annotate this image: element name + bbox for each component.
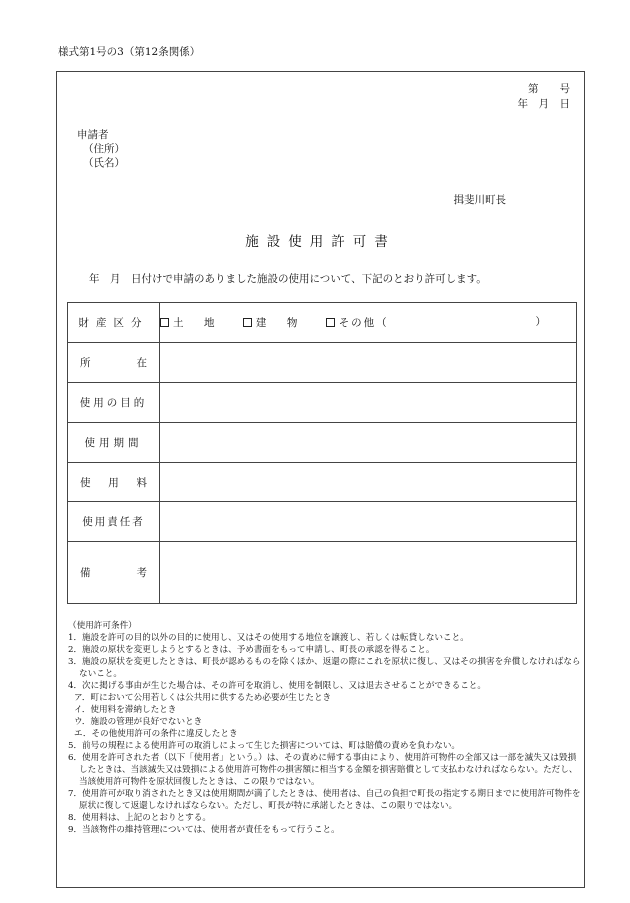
option-building[interactable]: 建 物 <box>243 317 303 329</box>
applicant-address-label: （住所） <box>83 143 125 155</box>
condition-item: 6．使用を許可された者（以下「使用者」という。）は、その責めに帰する事由により、使用許可物件の全部又は一部を滅失又は毀損したときは、当該滅失又は毀損による使用許可物件の損害額に相当する金額を損害賠償として支払わなければならない。ただし、当該使用許可物件を原状回復したときは、この限りではない。 <box>68 753 578 787</box>
document-number-block <box>518 82 571 112</box>
table-row-period <box>68 423 577 463</box>
condition-sub-item: ア．町において公用若しくは公共用に供するため必要が生じたとき <box>74 693 332 703</box>
checkbox-other[interactable] <box>326 318 335 327</box>
applicant-heading: 申請者 <box>77 129 109 141</box>
option-other[interactable]: その他（ <box>326 317 389 329</box>
period-value[interactable] <box>160 423 577 463</box>
table-row-purpose <box>68 383 577 423</box>
remarks-label: 備 考 <box>68 542 160 604</box>
condition-item: 8．使用料は、上記のとおりとする。 <box>68 813 211 823</box>
period-label: 使用期間 <box>68 423 160 463</box>
purpose-label: 使用の目的 <box>68 383 160 423</box>
condition-sub-item: イ．使用料を滞納したとき <box>74 705 177 715</box>
property-type-options <box>160 303 577 343</box>
location-label: 所 在 <box>68 343 160 383</box>
table-row-remarks <box>68 542 577 604</box>
condition-item: 7．使用許可が取り消されたとき又は使用期間が満了したときは、使用者は、自己の負担で町長の指定する期日までに使用許可物件を原状に復して返還しなければならない。ただし、町長が特に承諾したときは、この限りではない。 <box>68 789 581 811</box>
location-value[interactable] <box>160 343 577 383</box>
option-other-close: ） <box>535 316 546 328</box>
intro-sentence: 年 月 日付けで申請のありました施設の使用について、下記のとおり許可します。 <box>89 273 487 285</box>
responsible-label: 使用責任者 <box>68 502 160 542</box>
table-row-fee <box>68 463 577 502</box>
condition-item: 4．次に掲げる事由が生じた場合は、その許可を取消し、使用を制限し、又は退去させることができること。 <box>68 681 486 691</box>
permit-form-frame <box>56 71 585 888</box>
condition-sub-item: ウ．施設の管理が良好でないとき <box>74 717 203 727</box>
table-row-property-type <box>68 303 577 343</box>
responsible-value[interactable] <box>160 502 577 542</box>
applicant-block <box>77 128 125 170</box>
fee-value[interactable] <box>160 463 577 502</box>
remarks-value[interactable] <box>160 542 577 604</box>
form-number-label: 様式第1号の3（第12条関係） <box>58 46 201 58</box>
condition-item: 9．当該物件の維持管理については、使用者が責任をもって行うこと。 <box>68 825 340 835</box>
purpose-value[interactable] <box>160 383 577 423</box>
table-row-location <box>68 343 577 383</box>
checkbox-land[interactable] <box>160 318 169 327</box>
condition-item: 2．施設の原状を変更しようとするときは、予め書面をもって申請し、町長の承認を得ること。 <box>68 645 435 655</box>
fee-label: 使 料 用 <box>68 463 160 502</box>
permit-conditions <box>68 620 583 836</box>
option-land[interactable]: 土 地 <box>160 317 220 329</box>
condition-item: 1．施設を許可の目的以外の目的に使用し、又はその使用する地位を譲渡し、若しくは転貸しないこと。 <box>68 633 469 643</box>
document-number-line: 第 号 <box>528 83 570 95</box>
checkbox-building[interactable] <box>243 318 252 327</box>
issue-date-line: 年 月 日 <box>517 98 570 110</box>
condition-item: 3．施設の原状を変更したときは、町長が認めるものを除くほか、返還の際にこれを原状に復し、又はその損害を弁償しなければならないこと。 <box>68 657 581 679</box>
table-row-responsible <box>68 502 577 542</box>
document-title: 施設使用許可書 <box>245 234 396 250</box>
issuer-name: 揖斐川町長 <box>453 194 506 206</box>
condition-sub-item: エ．その他使用許可の条件に違反したとき <box>74 729 238 739</box>
property-type-label: 財産区分 <box>68 303 160 343</box>
permit-details-table <box>67 302 577 604</box>
applicant-name-label: （氏名） <box>83 157 125 169</box>
conditions-heading: （使用許可条件） <box>68 621 137 631</box>
condition-item: 5．前号の規程による使用許可の取消しによって生じた損害については、町は賠償の責めを負わない。 <box>68 741 461 751</box>
